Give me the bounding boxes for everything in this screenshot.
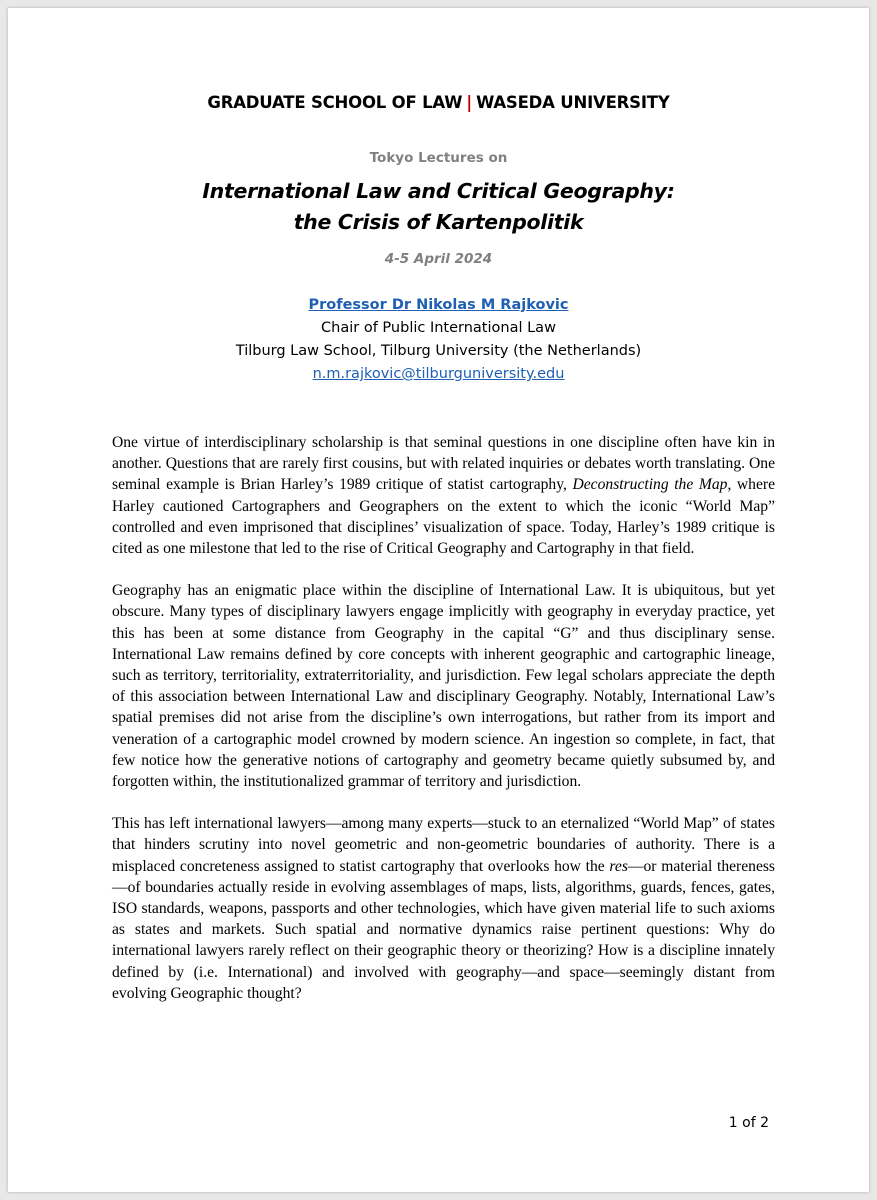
page-number: 1 of 2 xyxy=(728,1115,769,1131)
document-page xyxy=(8,8,869,1192)
speaker-institution: Tilburg Law School, Tilburg University (the Netherlands) xyxy=(235,343,642,359)
speaker-block xyxy=(8,294,869,386)
cited-work-title: Deconstructing the Map xyxy=(572,476,728,494)
italic-term: res xyxy=(609,857,628,875)
lecture-series: Tokyo Lectures on xyxy=(369,150,508,166)
speaker-email-link[interactable]: n.m.rajkovic@tilburguniversity.edu xyxy=(312,366,565,382)
speaker-position: Chair of Public International Law xyxy=(321,320,556,336)
paragraph-3: This has left international lawyers—among many experts—stuck to an eternalized “World Map” of states that hinders scrutiny into novel geometric and non-geometric boundaries of authority. There is a misplaced concreteness assigned to statist cartography that overlooks how the res—or material thereness—of boundaries actually reside in evolving assemblages of maps, lists, algorithms, guards, fences, gates, ISO standards, weapons, passports and other technologies, which have given material life to such axioms as states and markets. Such spatial and normative dynamics raise pertinent questions: Why do international lawyers rarely reflect on their geographic theory or theorizing? How is a discipline innately defined by (i.e. International) and involved with geography—and space—seemingly distant from evolving Geographic thought? xyxy=(112,815,776,1002)
body-text xyxy=(112,432,775,1025)
university-name: WASEDA UNIVERSITY xyxy=(476,93,670,112)
title-line-2: the Crisis of Kartenpolitik xyxy=(293,210,584,234)
school-name: GRADUATE SCHOOL OF LAW xyxy=(207,93,463,112)
lecture-date: 4-5 April 2024 xyxy=(384,251,493,267)
title-line-1: International Law and Critical Geography: xyxy=(202,179,675,203)
paragraph-2: Geography has an enigmatic place within the discipline of International Law. It is ubiquitous, but yet obscure. Many types of disciplinary lawyers engage implicitly with geography in everyday practice, yet this has been at some distance from Geography in the capital “G” and thus disciplinary sense. International Law remains defined by core concepts with inherent geographic and cartographic lineage, such as territory, territoriality, extraterritoriality, and jurisdiction. Few legal scholars appreciate the depth of this association between International Law and disciplinary Geography. Notably, International Law’s spatial premises did not arise from the discipline’s own interrogations, but rather from its import and veneration of a cartographic model crowned by modern science. An ingestion so complete, in fact, that few notice how the generative notions of cartography and geometry became quietly subsumed by, and forgotten within, the institutionalized grammar of territory and jurisdiction. xyxy=(112,582,775,791)
paragraph-1: One virtue of interdisciplinary scholarship is that seminal questions in one discipline often have kin in another. Questions that are rarely first cousins, but with related inquiries or debates worth translating. One seminal example is Brian Harley’s 1989 critique of statist cartography, Deconstructing the Map, where Harley cautioned Cartographers and Geographers on the extent to which the iconic “World Map” controlled and even imprisoned that disciplines’ visualization of space. Today, Harley’s 1989 critique is cited as one milestone that led to the rise of Critical Geography and Cartography in that field. xyxy=(112,434,776,558)
institution-header xyxy=(8,93,869,112)
lecture-title xyxy=(8,176,869,238)
header-separator: | xyxy=(466,93,473,112)
speaker-name-link[interactable]: Professor Dr Nikolas M Rajkovic xyxy=(308,297,569,313)
